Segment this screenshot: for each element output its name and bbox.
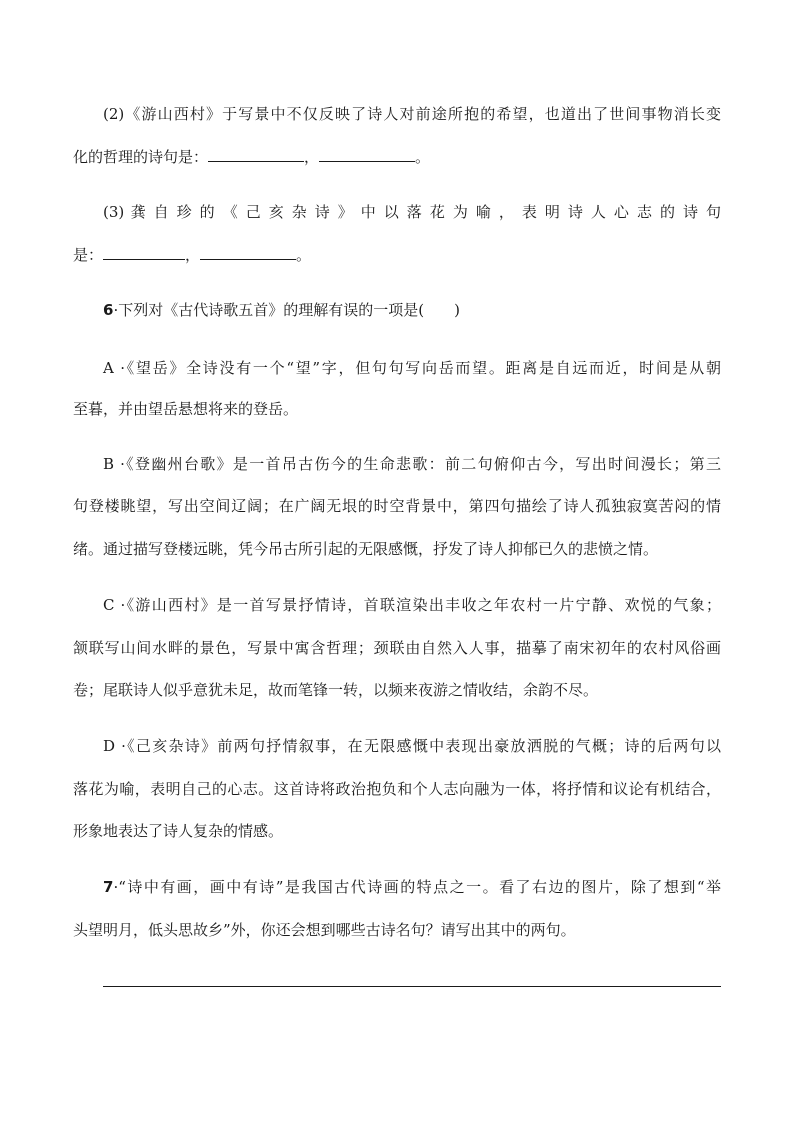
option-c-line2: 颔联写山间水畔的景色，写景中寓含哲理；颈联由自然入人事，描摹了南宋初年的农村风俗画 xyxy=(73,639,721,657)
q7-text-line1: “诗中有画，画中有诗”是我国古代诗画的特点之一。看了右边的图片，除了想到“举 xyxy=(118,878,721,896)
option-b-line1: B ·《登幽州台歌》是一首吊古伤今的生命悲歌：前二句俯仰古今，写出时间漫长；第三 xyxy=(103,455,721,473)
q5-2-blank-2[interactable] xyxy=(319,147,415,162)
q7-number: 7 xyxy=(103,878,114,896)
q7-line1 xyxy=(103,877,721,897)
q6-dot: · xyxy=(113,301,119,319)
q6-stem: 下列对《古代诗歌五首》的理解有误的一项是( ) xyxy=(118,301,460,319)
option-d-line1: D ·《己亥杂诗》前两句抒情叙事，在无限感慨中表现出豪放洒脱的气概；诗的后两句以 xyxy=(103,737,721,755)
q7-answer-line[interactable] xyxy=(103,986,721,987)
q7-line2: 头望明月，低头思故乡”外，你还会想到哪些古诗名句？请写出其中的两句。 xyxy=(73,921,576,939)
option-a-line2: 至暮，并由望岳悬想将来的登岳。 xyxy=(73,400,299,418)
option-c-line1: C ·《游山西村》是一首写景抒情诗，首联渲染出丰收之年农村一片宁静、欢悦的气象； xyxy=(103,596,721,614)
q5-2-blank-1[interactable] xyxy=(208,147,304,162)
q5-3-separator: ， xyxy=(185,246,201,264)
q5-3-blank-2[interactable] xyxy=(200,245,296,260)
q5-3-line1: (3) 龚 自 珍 的 《 己 亥 杂 诗 》 中 以 落 花 为 喻 ， 表 明 诗 人 心 志 的 诗 句 xyxy=(103,203,721,221)
q7-dot: · xyxy=(113,878,119,896)
q5-3-end: 。 xyxy=(296,246,312,264)
q6-stem-line xyxy=(103,300,460,320)
q5-3-line2 xyxy=(73,245,311,265)
option-b-line3: 绪。通过描写登楼远眺，凭今吊古所引起的无限感慨，抒发了诗人抑郁已久的悲愤之情。 xyxy=(73,540,659,558)
q5-3-blank-1[interactable] xyxy=(103,245,185,260)
q5-2-line2 xyxy=(73,147,430,167)
option-b-line2: 句登楼眺望，写出空间辽阔；在广阔无垠的时空背景中，第四句描绘了诗人孤独寂寞苦闷的情 xyxy=(73,497,721,515)
q5-2-end: 。 xyxy=(415,148,431,166)
option-c-line3: 卷；尾联诗人似乎意犹未足，故而笔锋一转，以频来夜游之情收结，余韵不尽。 xyxy=(73,681,599,699)
q5-2-line1: (2)《游山西村》于写景中不仅反映了诗人对前途所抱的希望，也道出了世间事物消长变 xyxy=(103,105,721,123)
q5-2-separator: ， xyxy=(304,148,320,166)
option-a-line1: A ·《望岳》全诗没有一个“望”字，但句句写向岳而望。距离是自远而近，时间是从朝 xyxy=(103,359,721,377)
option-d-line3: 形象地表达了诗人复杂的情感。 xyxy=(73,822,284,840)
q6-number: 6 xyxy=(103,301,114,319)
q5-3-line2-prefix: 是： xyxy=(73,246,104,264)
q5-2-line2-prefix: 化的哲理的诗句是： xyxy=(73,148,209,166)
option-d-line2: 落花为喻，表明自己的心志。这首诗将政治抱负和个人志向融为一体，将抒情和议论有机结合， xyxy=(73,780,721,798)
